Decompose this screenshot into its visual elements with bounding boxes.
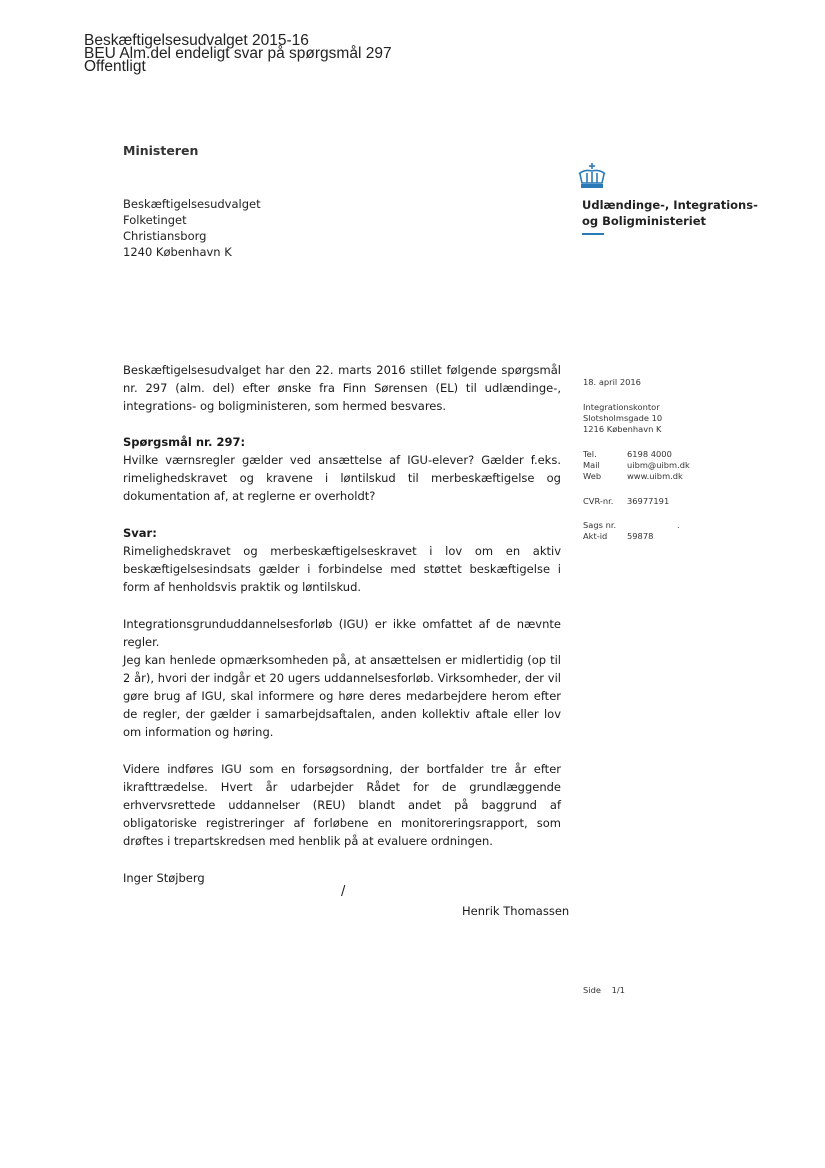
cvr-info xyxy=(583,496,669,507)
office-city: 1216 København K xyxy=(583,424,662,434)
akt-value: 59878 xyxy=(627,531,654,541)
ministry-accent-rule xyxy=(582,233,604,235)
recipient-line-4: 1240 København K xyxy=(123,245,232,259)
answer-paragraph-2: Integrationsgrunduddannelsesforløb (IGU) er ikke omfattet af de nævnte regler. xyxy=(123,617,561,649)
sags-row xyxy=(583,520,680,531)
cvr-row xyxy=(583,496,669,507)
recipient-address xyxy=(123,196,261,260)
office-address xyxy=(583,402,662,435)
question-text: Hvilke værnsregler gælder ved ansættelse af IGU-elever? Gælder f.eks. rimelighedskravet og kravene i løntilskud til merbeskæftigelse og dokumentation af, at reglerne er overholdt? xyxy=(123,453,561,503)
mail-value: uibm@uibm.dk xyxy=(627,460,690,470)
sender-title: Ministeren xyxy=(123,143,199,158)
cvr-label: CVR-nr. xyxy=(583,496,614,506)
answer-paragraph-4: Videre indføres IGU som en forsøgsordning, der bortfalder tre år efter ikrafttrædelse. Hvert år udarbejder Rådet for de grundlæggende erhvervsrettede uddannelser (REU) blandt andet på baggrund af obligatoriske registreringer af forløbene en monitoreringsrapport, som drøftes i trepartskredsen med henblik på at evaluere ordningen. xyxy=(123,762,561,848)
question-block xyxy=(123,433,561,505)
mail-label: Mail xyxy=(583,460,600,470)
tel-value: 6198 4000 xyxy=(627,449,672,459)
document-stamp xyxy=(84,34,392,73)
recipient-line-3: Christiansborg xyxy=(123,229,207,243)
akt-row xyxy=(583,531,680,542)
recipient-line-1: Beskæftigelsesudvalget xyxy=(123,197,261,211)
sags-value: . xyxy=(677,520,680,530)
page-number xyxy=(583,985,625,995)
page-label: Side xyxy=(583,985,601,995)
contact-mail xyxy=(583,460,690,471)
web-label: Web xyxy=(583,471,602,481)
stamp-reference: BEU Alm.del endeligt svar på spørgsmål 297 xyxy=(84,45,392,62)
signature-slash: / xyxy=(341,884,346,899)
office-street: Slotsholmsgade 10 xyxy=(583,413,663,423)
answer-paragraph-3: Jeg kan henlede opmærksomheden på, at ansættelsen er midlertidig (op til 2 år), hvori der indgår et 20 ugers uddannelsesforløb. Virksomheder, der vil gøre brug af IGU, skal informere og høre deres medarbejdere herom efter de regler, der gælder i samarbejdsaftalen, anden kollektiv aftale eller lov om information og høring. xyxy=(123,653,561,739)
case-info xyxy=(583,520,680,542)
co-signer-name: Henrik Thomassen xyxy=(462,904,570,918)
sags-label: Sags nr. xyxy=(583,520,617,530)
akt-label: Akt-id xyxy=(583,531,608,541)
tel-label: Tel. xyxy=(583,449,597,459)
office-name: Integrationskontor xyxy=(583,402,660,412)
recipient-line-2: Folketinget xyxy=(123,213,187,227)
page-value: 1/1 xyxy=(611,985,625,995)
web-value: www.uibm.dk xyxy=(627,471,683,481)
contact-tel xyxy=(583,449,690,460)
contact-info xyxy=(583,449,690,482)
answer-paragraph-1: Rimelighedskravet og merbeskæftigelseskravet i lov om en aktiv beskæftigelsesindsats gælder i forbindelse med støttet beskæftigelse i form af henholdsvis praktik og løntilskud. xyxy=(123,544,561,594)
letter-intro: Beskæftigelsesudvalget har den 22. marts 2016 stillet følgende spørgsmål nr. 297 (alm. del) efter ønske fra Finn Sørensen (EL) til udlændinge-, integrations- og boligministeren, som hermed besvares. xyxy=(123,363,561,413)
stamp-committee: Beskæftigelsesudvalget 2015-16 xyxy=(84,32,309,49)
ministry-name-line-2: og Boligministeriet xyxy=(582,214,707,228)
stamp-status: Offentligt xyxy=(84,58,146,75)
question-heading: Spørgsmål nr. 297: xyxy=(123,435,246,449)
contact-web xyxy=(583,471,690,482)
ministry-name xyxy=(582,197,758,229)
cvr-value: 36977191 xyxy=(627,496,670,506)
crown-icon xyxy=(576,162,608,190)
letter-date: 18. april 2016 xyxy=(583,377,641,387)
answer-block xyxy=(123,524,561,596)
ministry-name-line-1: Udlændinge-, Integrations- xyxy=(582,198,758,212)
signer-name: Inger Støjberg xyxy=(123,871,205,885)
answer-heading: Svar: xyxy=(123,526,157,540)
